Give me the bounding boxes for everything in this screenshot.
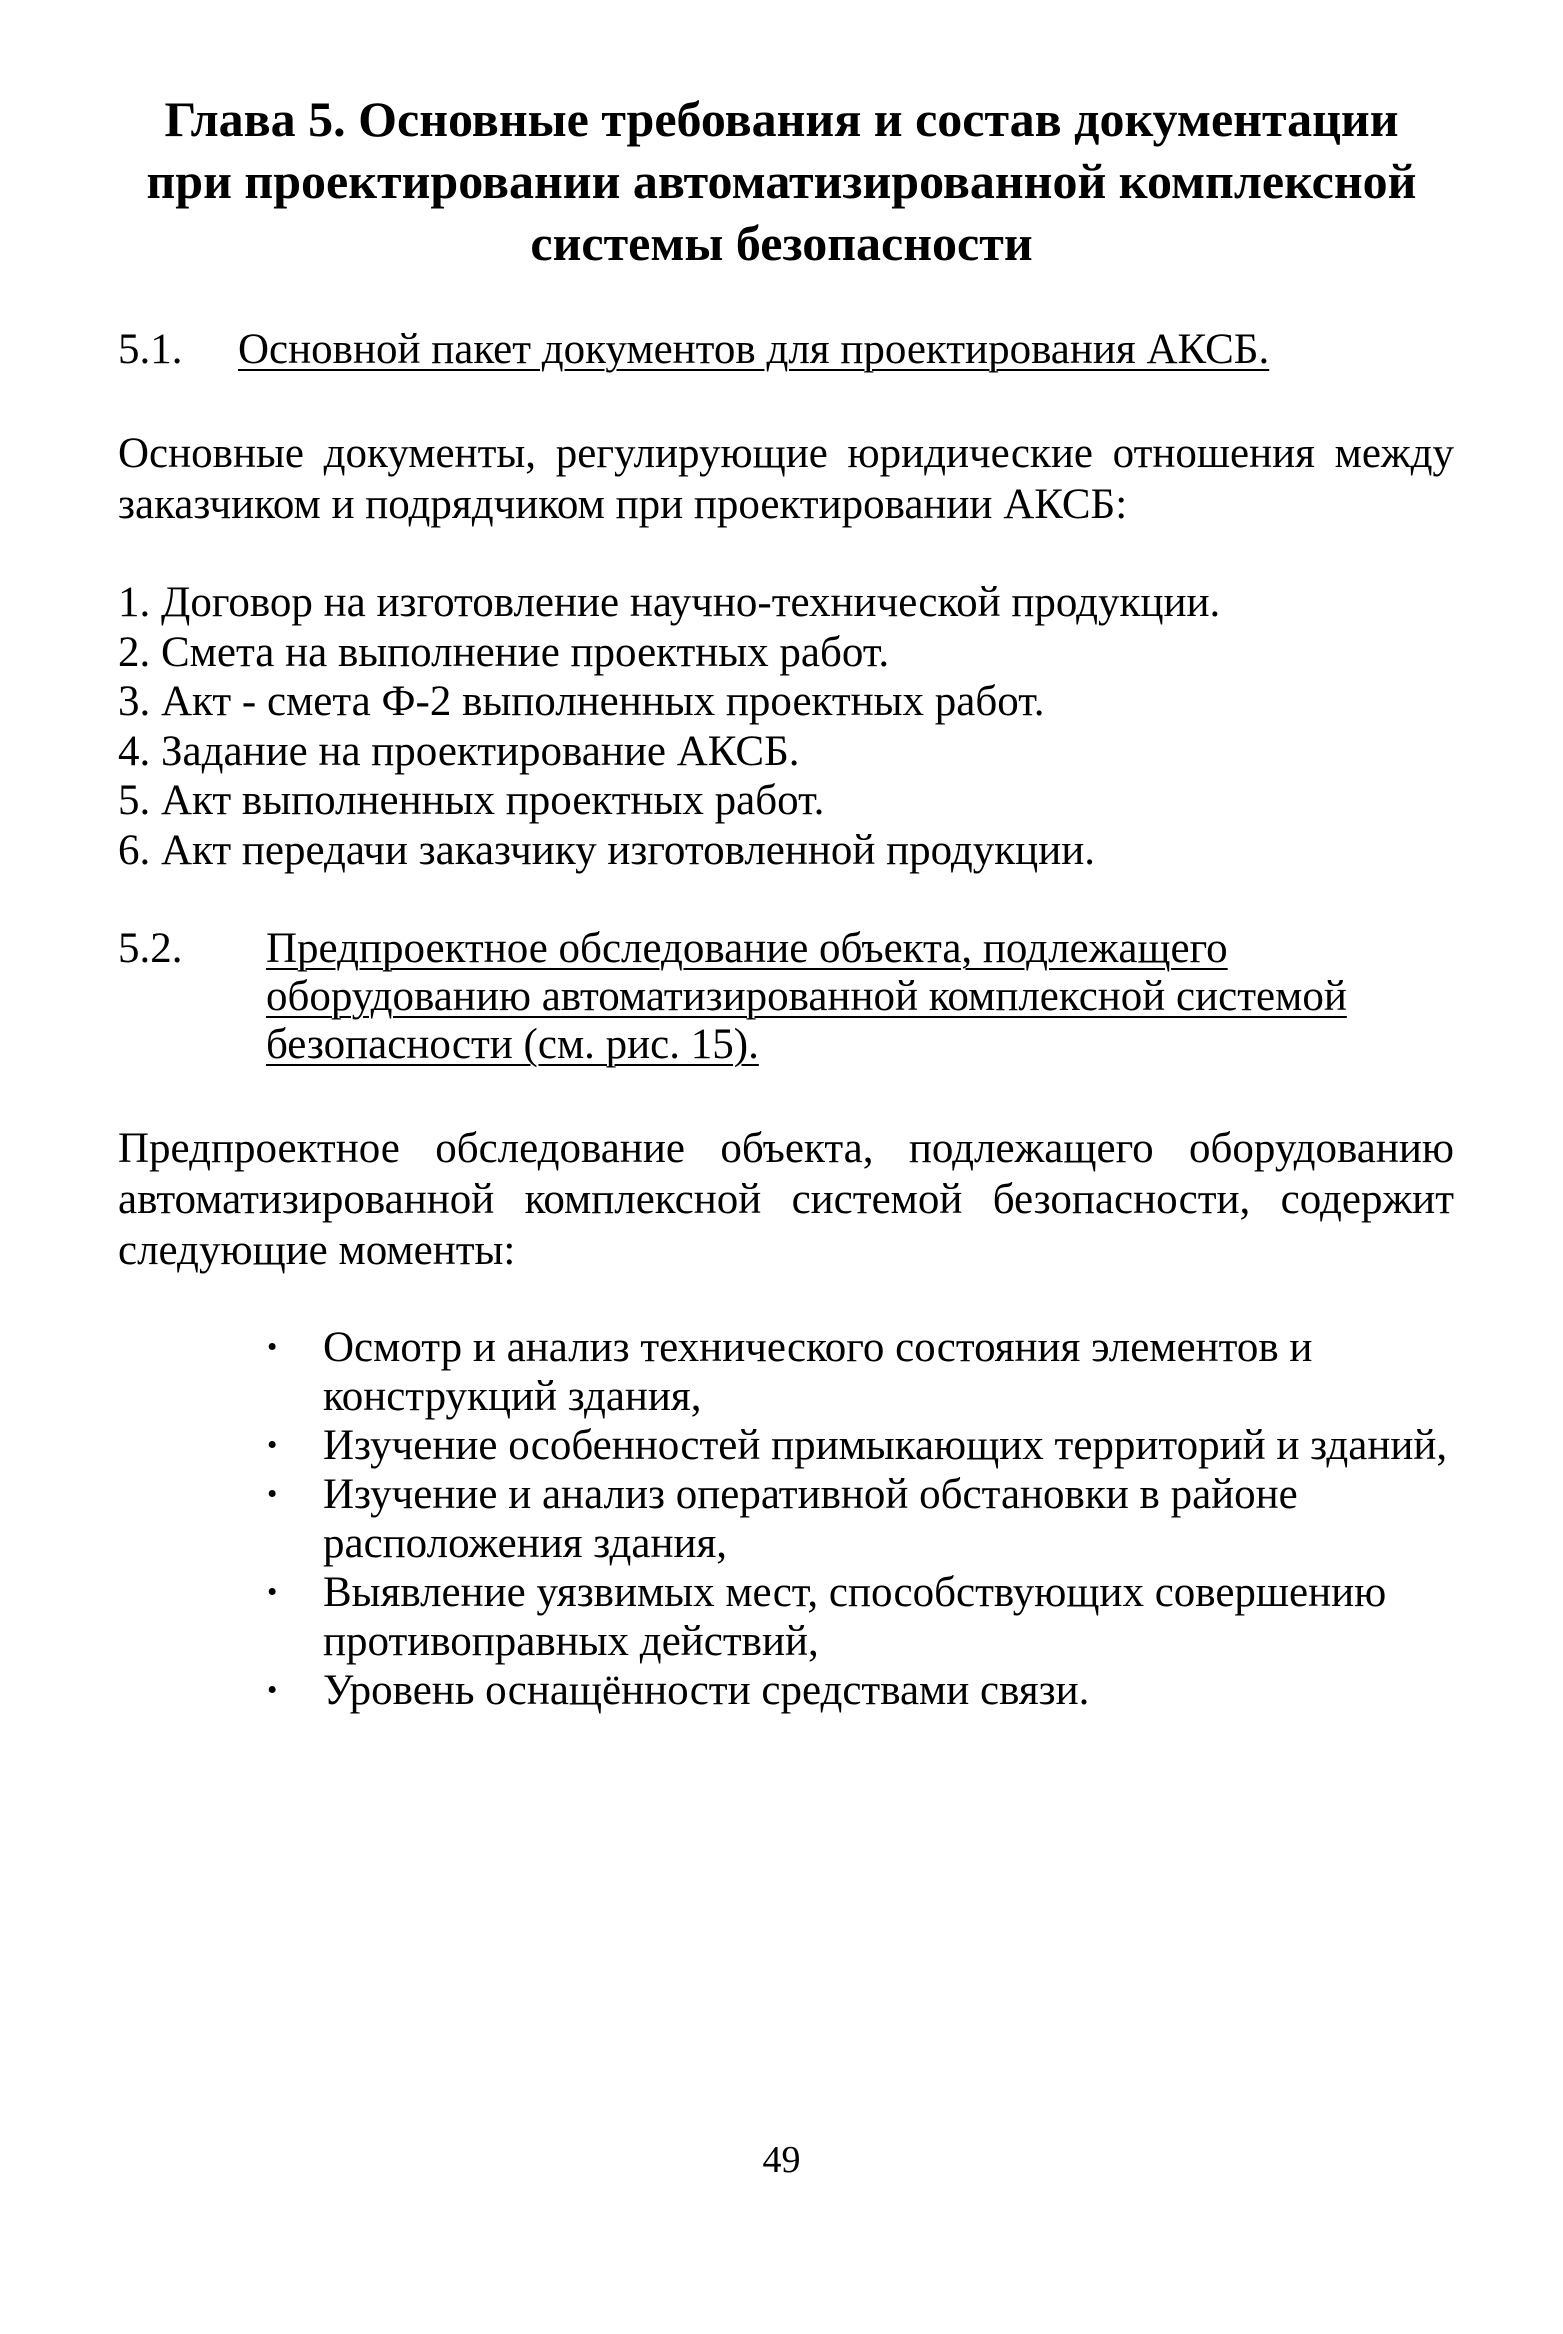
list-item-line: Осмотр и анализ технического состояния элементов и	[323, 1324, 1313, 1371]
bullet-marker: ·	[265, 1471, 280, 1518]
list-item	[265, 1421, 1465, 1470]
list-item-line: конструкций здания,	[323, 1373, 702, 1420]
chapter-title-line: системы безопасности	[530, 215, 1033, 271]
list-item: 3. Акт - смета Ф-2 выполненных проектных работ.	[118, 678, 1045, 725]
list-item: 6. Акт передачи заказчику изготовленной продукции.	[118, 826, 1095, 874]
bullet-marker: ·	[265, 1667, 280, 1714]
list-item-line: противоправных действий,	[323, 1618, 819, 1665]
documents-list	[118, 578, 1220, 875]
intro-paragraph: Основные документы, регулирующие юридические отношения между заказчиком и подрядчиком при проектировании АКСБ:	[118, 430, 1454, 528]
list-item-text	[323, 1323, 1465, 1421]
section-title-line: Предпроектное обследование объекта, подлежащего	[266, 925, 1228, 972]
list-item-line: расположения здания,	[323, 1520, 728, 1567]
list-item: 4. Задание на проектирование АКСБ.	[118, 727, 800, 775]
list-item-line: Изучение особенностей примыкающих территорий и зданий,	[323, 1422, 1448, 1469]
list-item: 1. Договор на изготовление научно-технической продукции.	[118, 579, 1221, 626]
list-item-line: Изучение и анализ оперативной обстановки в районе	[323, 1471, 1298, 1518]
list-item-text	[323, 1421, 1465, 1470]
bullet-marker: ·	[265, 1324, 280, 1371]
list-item: 2. Смета на выполнение проектных работ.	[118, 628, 890, 676]
bullet-marker: ·	[265, 1569, 280, 1616]
chapter-title-line: Глава 5. Основные требования и состав документации	[164, 91, 1399, 147]
section-title	[266, 925, 1347, 1069]
list-item	[265, 1666, 1465, 1715]
list-item: 5. Акт выполненных проектных работ.	[118, 777, 825, 824]
list-item-line: Выявление уязвимых мест, способствующих совершению	[323, 1569, 1387, 1616]
section-heading-5-1	[118, 326, 1318, 376]
list-item-line: Уровень оснащённости средствами связи.	[323, 1667, 1090, 1714]
section-title-line: оборудованию автоматизированной комплексной системой	[266, 973, 1347, 1020]
list-item	[265, 1323, 1465, 1421]
section-title	[238, 326, 1269, 374]
survey-paragraph: Предпроектное обследование объекта, подлежащего оборудованию автоматизированной комплексной системой безопасности, содержит следующие моменты:	[118, 1125, 1454, 1274]
moments-list	[265, 1323, 1465, 1715]
section-number: 5.2.	[118, 925, 183, 972]
list-item	[265, 1470, 1465, 1568]
section-heading-5-2	[118, 925, 1368, 1075]
section-title-line: безопасности (см. рис. 15).	[266, 1021, 759, 1068]
section-number: 5.1.	[118, 326, 183, 373]
page-number: 49	[762, 2139, 801, 2181]
list-item-text	[323, 1568, 1465, 1666]
chapter-title-line: при проектировании автоматизированной комплексной	[146, 153, 1417, 209]
chapter-title	[100, 88, 1463, 274]
bullet-marker: ·	[265, 1422, 280, 1469]
list-item	[265, 1568, 1465, 1666]
list-item-text	[323, 1470, 1465, 1568]
list-item-text	[323, 1666, 1465, 1715]
section-title-line: Основной пакет документов для проектирования АКСБ.	[238, 326, 1270, 373]
